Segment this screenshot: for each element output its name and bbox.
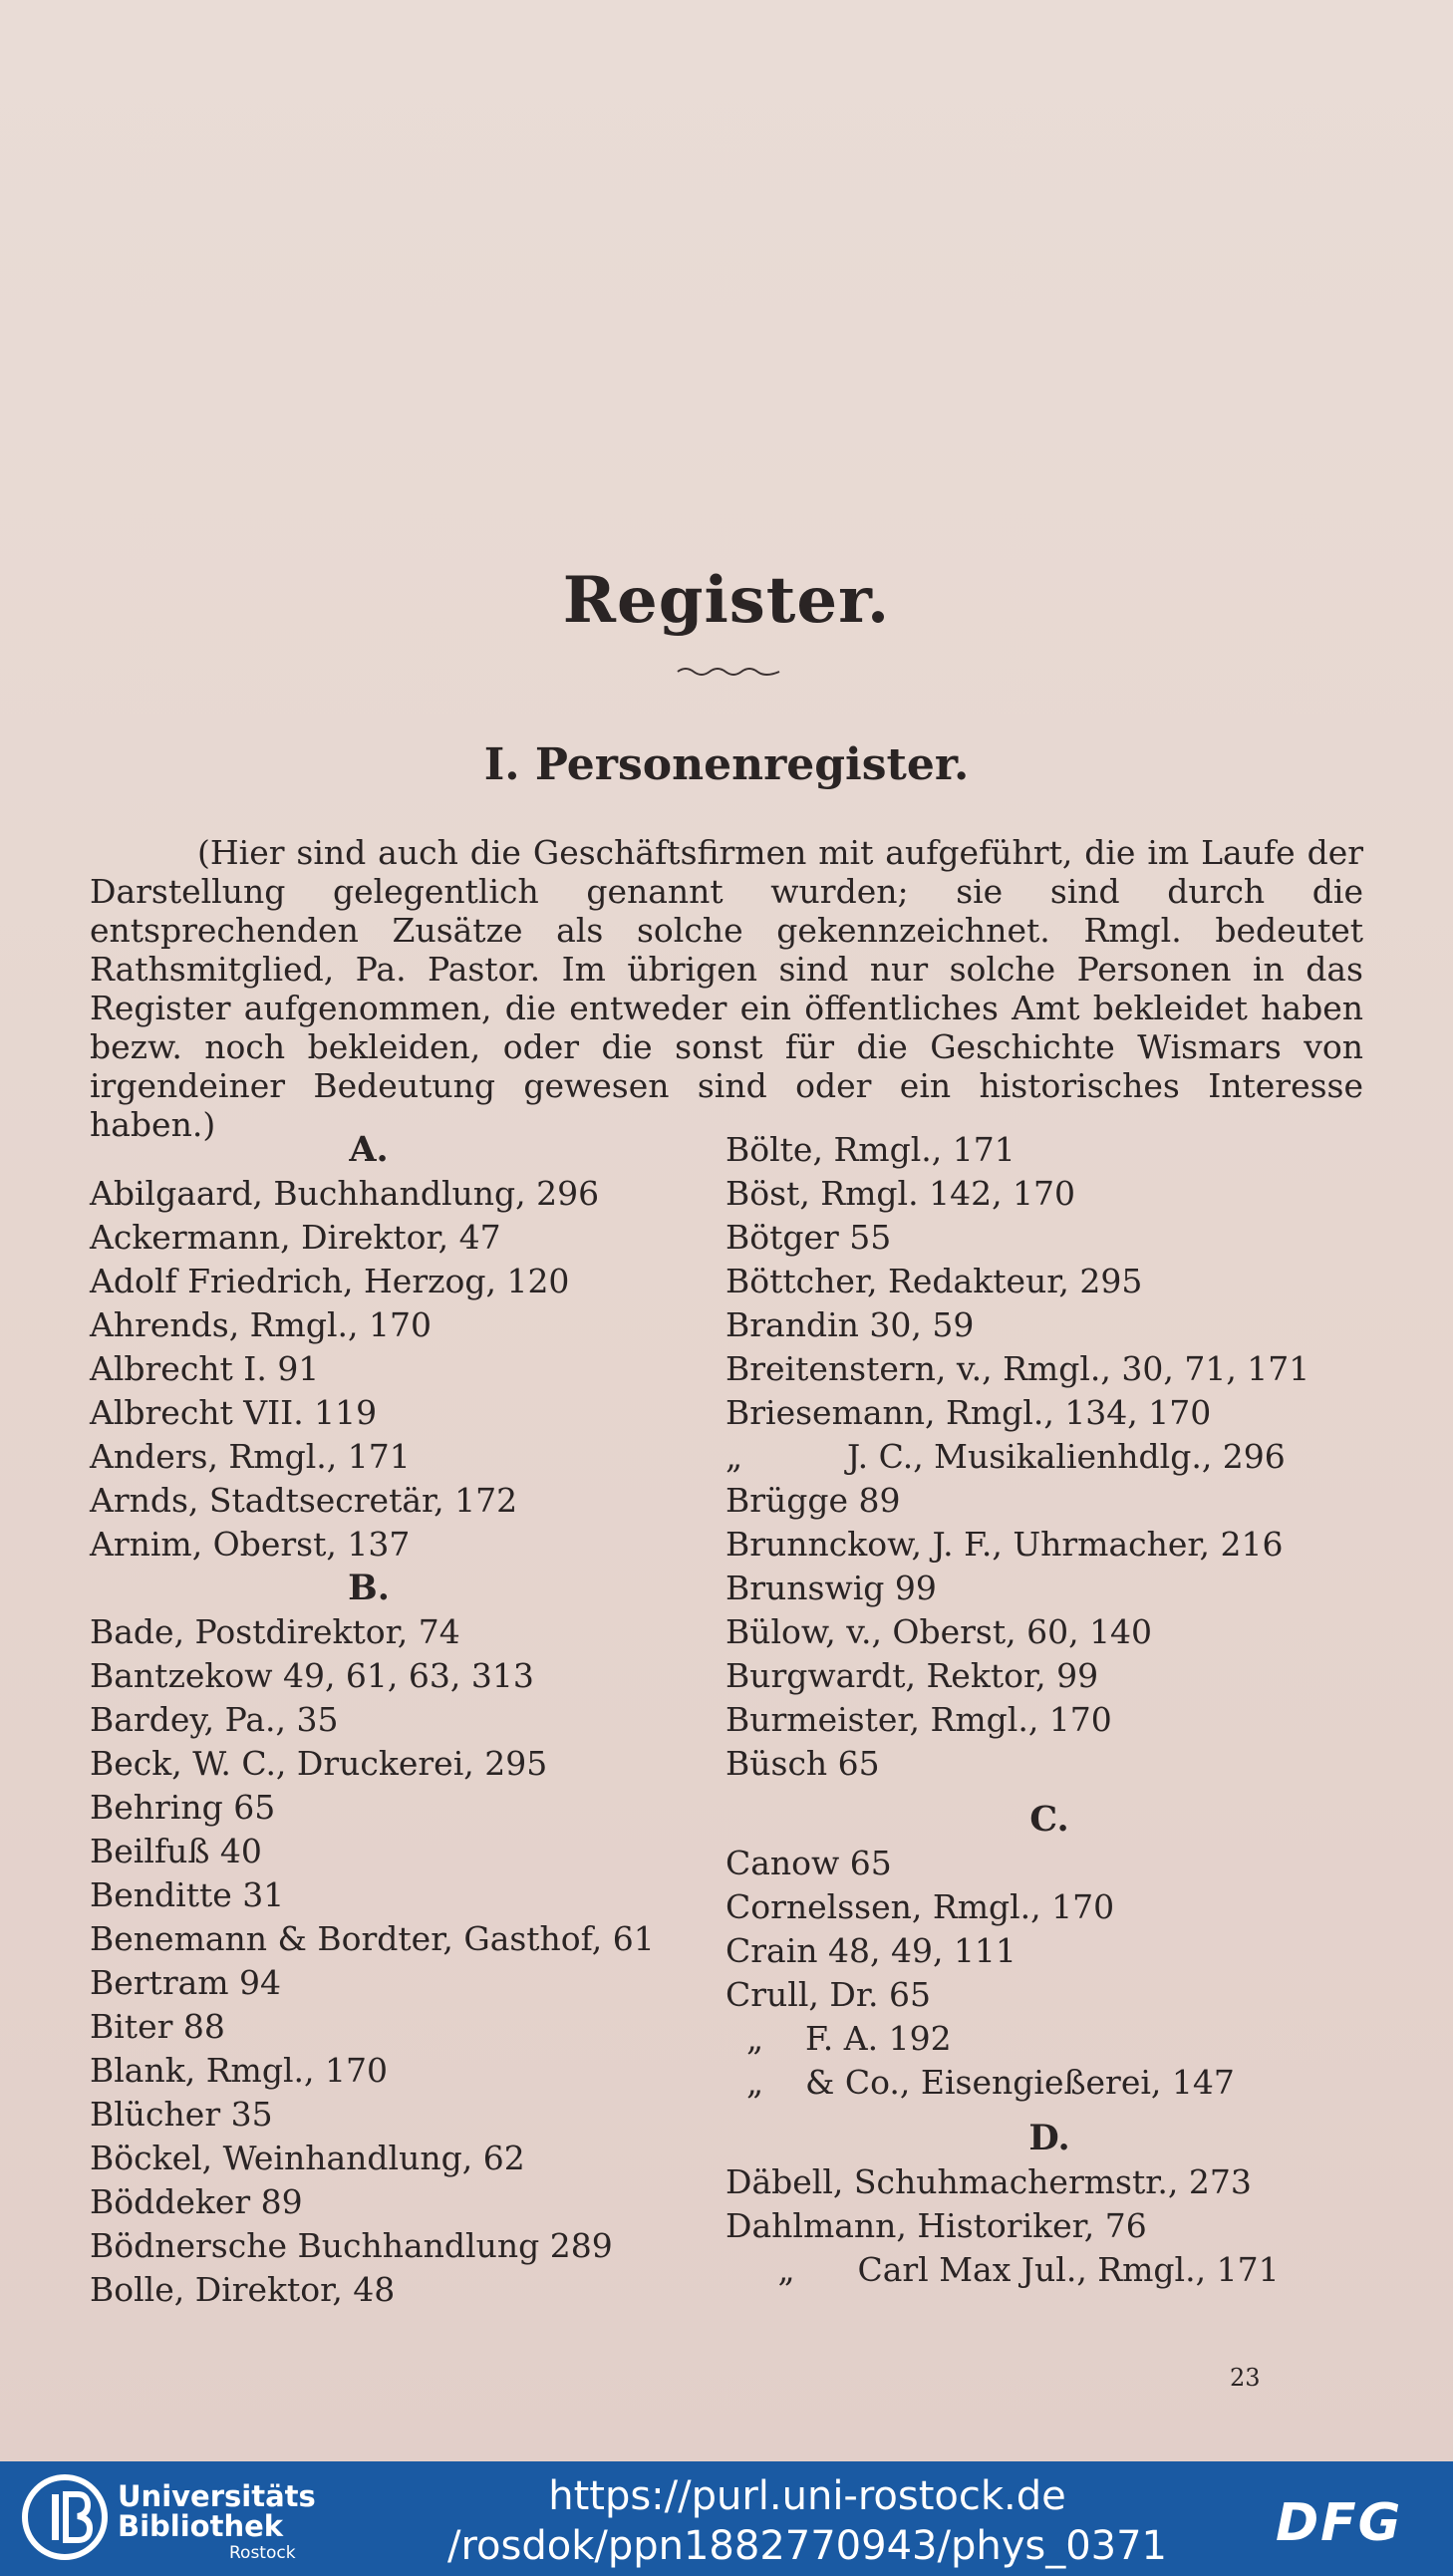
register-entry: Burgwardt, Rektor, 99 bbox=[726, 1656, 1099, 1695]
register-entry: „ Carl Max Jul., Rmgl., 171 bbox=[726, 2250, 1280, 2289]
register-entry: Böddeker 89 bbox=[90, 2182, 303, 2221]
register-entry: Dahlmann, Historiker, 76 bbox=[726, 2206, 1147, 2245]
register-entry: Brunnckow, J. F., Uhrmacher, 216 bbox=[726, 1525, 1284, 1564]
library-name-line1: Universitäts bbox=[118, 2479, 316, 2513]
letter-heading-b: B. bbox=[348, 1568, 390, 1608]
university-library-logo-icon bbox=[22, 2474, 108, 2560]
register-entry: Breitenstern, v., Rmgl., 30, 71, 171 bbox=[726, 1349, 1310, 1388]
register-entry: Däbell, Schuhmachermstr., 273 bbox=[726, 2162, 1252, 2201]
register-entry: Biter 88 bbox=[90, 2007, 225, 2046]
permalink-line1[interactable]: https://purl.uni-rostock.de bbox=[548, 2473, 1066, 2519]
letter-heading-a: A. bbox=[349, 1129, 389, 1170]
register-entry: Blücher 35 bbox=[90, 2095, 273, 2134]
register-entry: Büsch 65 bbox=[726, 1744, 880, 1783]
section-spacer bbox=[726, 1786, 1373, 1798]
register-entry: Brandin 30, 59 bbox=[726, 1305, 975, 1344]
entry-list-d bbox=[726, 2160, 1373, 2292]
register-entry: Abilgaard, Buchhandlung, 296 bbox=[90, 1174, 600, 1213]
entry-list-b bbox=[90, 1610, 655, 2312]
register-entry: Anders, Rmgl., 171 bbox=[90, 1437, 411, 1476]
intro-paragraph: (Hier sind auch die Geschäftsfirmen mit aufgeführt, die im Laufe der Darstellung gelegentlich genannt wurden; sie sind durch die entsprechenden Zusätze als solche gekennzeichnet. Rmgl. bedeutet Rathsmitglied, Pa. Pastor. Im übrigen sind nur solche Personen in das Register aufgenommen, die entweder ein öffentliches Amt bekleidet haben bezw. noch bekleiden, oder die sonst für die Geschichte Wismars von irgendeiner Bedeutung gewesen sind oder ein historisches Interesse haben.) bbox=[90, 833, 1363, 1144]
register-entry: Albrecht I. 91 bbox=[90, 1349, 320, 1388]
page-title: Register. bbox=[562, 563, 891, 638]
register-entry: Bertram 94 bbox=[90, 1963, 282, 2002]
register-entry: Behring 65 bbox=[90, 1788, 276, 1827]
register-entry: Beck, W. C., Druckerei, 295 bbox=[90, 1744, 548, 1783]
dfg-logo: DFG bbox=[1276, 2493, 1403, 2553]
register-entry: Arnds, Stadtsecretär, 172 bbox=[90, 1481, 518, 1520]
register-entry: Böst, Rmgl. 142, 170 bbox=[726, 1174, 1076, 1213]
section-spacer bbox=[726, 2105, 1373, 2117]
register-entry: Böttcher, Redakteur, 295 bbox=[726, 1262, 1143, 1300]
library-name bbox=[118, 2481, 316, 2541]
entry-list-c bbox=[726, 1842, 1373, 2105]
register-entry: Adolf Friedrich, Herzog, 120 bbox=[90, 1262, 570, 1300]
register-entry: Crull, Dr. 65 bbox=[726, 1975, 931, 2014]
library-name-line2: Bibliothek bbox=[118, 2509, 284, 2543]
register-entry: Cornelssen, Rmgl., 170 bbox=[726, 1887, 1115, 1926]
library-city: Rostock bbox=[229, 2543, 296, 2563]
page-number: 23 bbox=[1230, 2364, 1261, 2392]
register-entry: Bantzekow 49, 61, 63, 313 bbox=[90, 1656, 534, 1695]
register-entry: Burmeister, Rmgl., 170 bbox=[726, 1700, 1112, 1739]
permalink-line2[interactable]: /rosdok/ppn1882770943/phys_0371 bbox=[446, 2523, 1167, 2569]
letter-heading-c: C. bbox=[1029, 1799, 1069, 1840]
register-entry: Benditte 31 bbox=[90, 1875, 285, 1914]
register-entry: Böckel, Weinhandlung, 62 bbox=[90, 2139, 525, 2177]
register-entry: Bolle, Direktor, 48 bbox=[90, 2270, 396, 2309]
letter-heading-d: D. bbox=[1028, 2118, 1070, 2158]
register-entry: „ & Co., Eisengießerei, 147 bbox=[726, 2063, 1235, 2102]
register-entry: Brügge 89 bbox=[726, 1481, 901, 1520]
register-entry: Ahrends, Rmgl., 170 bbox=[90, 1305, 432, 1344]
register-column-left bbox=[90, 1128, 655, 2312]
register-entry: Ackermann, Direktor, 47 bbox=[90, 1218, 501, 1257]
register-entry: „ F. A. 192 bbox=[726, 2019, 952, 2058]
register-entry: Briesemann, Rmgl., 134, 170 bbox=[726, 1393, 1212, 1432]
register-entry: Crain 48, 49, 111 bbox=[726, 1931, 1017, 1970]
register-entry: „ J. C., Musikalienhdlg., 296 bbox=[726, 1437, 1286, 1476]
entry-list-b-continued bbox=[726, 1128, 1373, 1786]
entry-list-a bbox=[90, 1172, 648, 1567]
register-entry: Brunswig 99 bbox=[726, 1569, 937, 1607]
register-entry: Bödnersche Buchhandlung 289 bbox=[90, 2226, 613, 2265]
digitization-footer bbox=[0, 2461, 1453, 2576]
register-entry: Blank, Rmgl., 170 bbox=[90, 2051, 388, 2090]
register-entry: Bötger 55 bbox=[726, 1218, 892, 1257]
register-column-right bbox=[726, 1128, 1373, 2292]
register-entry: Canow 65 bbox=[726, 1844, 892, 1882]
section-heading: I. Personenregister. bbox=[483, 739, 970, 790]
register-entry: Bardey, Pa., 35 bbox=[90, 1700, 339, 1739]
register-entry: Arnim, Oberst, 137 bbox=[90, 1525, 411, 1564]
register-entry: Bade, Postdirektor, 74 bbox=[90, 1612, 460, 1651]
title-ornament bbox=[676, 666, 781, 678]
register-entry: Bülow, v., Oberst, 60, 140 bbox=[726, 1612, 1153, 1651]
register-entry: Benemann & Bordter, Gasthof, 61 bbox=[90, 1919, 655, 1958]
register-entry: Bölte, Rmgl., 171 bbox=[726, 1130, 1016, 1169]
register-entry: Beilfuß 40 bbox=[90, 1832, 262, 1870]
permalink[interactable] bbox=[379, 2471, 1236, 2571]
register-entry: Albrecht VII. 119 bbox=[90, 1393, 378, 1432]
